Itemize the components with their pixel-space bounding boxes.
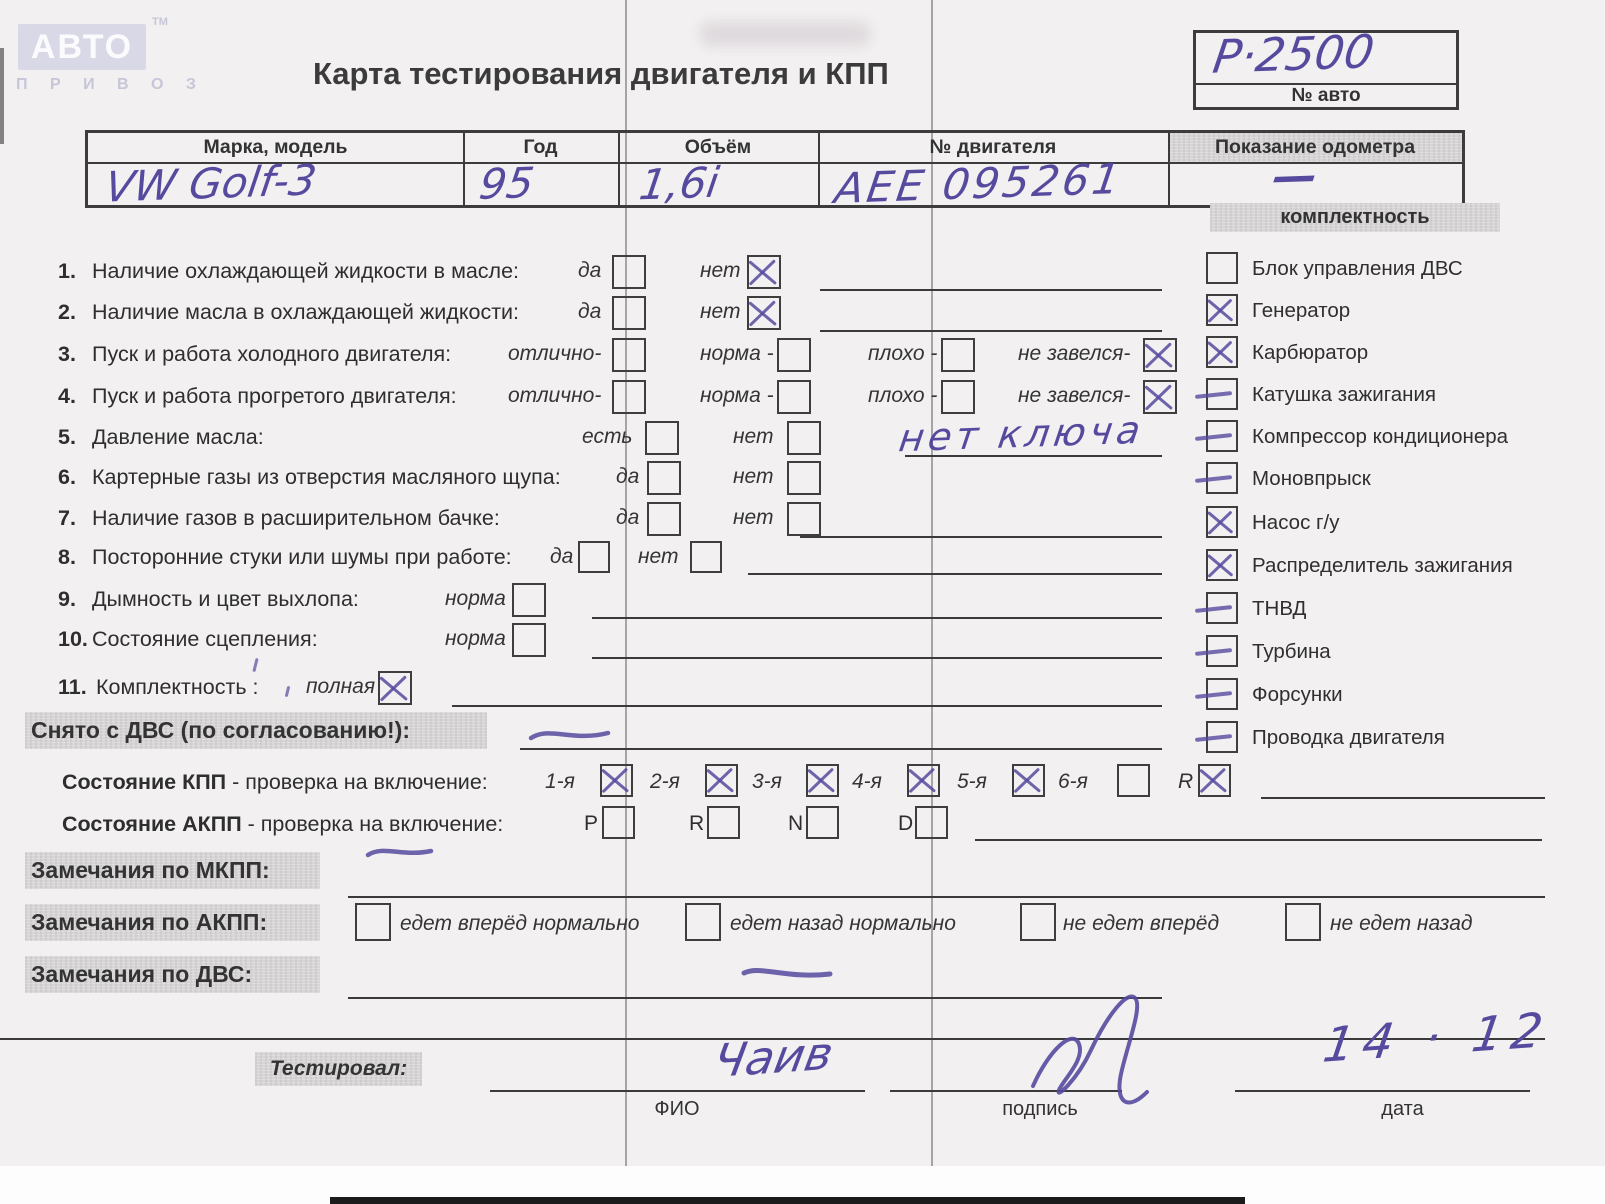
fio-label: ФИО xyxy=(654,1098,700,1120)
question-text: Пуск и работа прогретого двигателя: xyxy=(92,384,457,408)
auto-number-box xyxy=(1193,24,1459,110)
gear-label: 2-я xyxy=(650,770,680,793)
akpp-position-checkbox xyxy=(707,806,740,839)
completeness-label: Компрессор кондиционера xyxy=(1252,425,1509,448)
option-checkbox xyxy=(645,421,679,455)
gear-checkbox xyxy=(705,764,738,797)
question-text: Состояние сцепления: xyxy=(92,627,318,651)
date-handwriting: 14 · 12 xyxy=(1319,1002,1555,1074)
option-label: да xyxy=(578,259,602,282)
option-label: отлично- xyxy=(508,342,602,365)
option-checkbox xyxy=(512,583,546,617)
ink-squiggle xyxy=(528,724,612,744)
auto-number-value-cell xyxy=(1196,24,1456,85)
akpp-position-checkbox xyxy=(602,806,635,839)
ink-squiggle xyxy=(740,963,835,983)
completeness-label: Блок управления ДВС xyxy=(1252,257,1463,280)
answer-line xyxy=(820,330,1162,332)
completeness-checkbox xyxy=(1206,420,1238,452)
kpp-status-label-bold: Состояние КПП xyxy=(62,770,227,794)
question-text: Комплектность : xyxy=(96,675,259,699)
col-header-odometer: Показание одометра xyxy=(1214,136,1416,158)
option-label: норма - xyxy=(700,384,774,407)
kpp-status-label xyxy=(62,770,488,795)
option-label: да xyxy=(578,300,602,323)
ghost-smudge xyxy=(700,22,870,46)
logo-subtitle: П Р И В О З xyxy=(16,76,205,93)
completeness-checkbox xyxy=(1206,635,1238,667)
akpp-option-checkbox xyxy=(685,903,721,941)
page-title: Карта тестирования двигателя и КПП xyxy=(313,56,889,91)
option-label: да xyxy=(550,545,574,568)
signature-label: подпись xyxy=(1002,1098,1078,1120)
gear-checkbox xyxy=(1117,764,1150,797)
akpp-option-checkbox xyxy=(1020,903,1056,941)
question-text: Наличие охлаждающей жидкости в масле: xyxy=(92,259,520,283)
option-label: не завелся- xyxy=(1018,342,1131,365)
akpp-option-label: едет назад нормально xyxy=(730,912,956,935)
scan-bottom-bar xyxy=(330,1197,1245,1204)
question-text: Пуск и работа холодного двигателя: xyxy=(92,342,452,366)
option-label: отлично- xyxy=(508,384,602,407)
question-number: 2. xyxy=(58,300,76,324)
completeness-label: Катушка зажигания xyxy=(1252,383,1436,406)
removed-section-label: Снято с ДВС (по согласованию!): xyxy=(25,712,487,749)
option-checkbox xyxy=(747,296,781,330)
answer-line xyxy=(820,289,1162,291)
kpp-status-label-rest: - проверка на включение: xyxy=(226,770,488,794)
akpp-status-label xyxy=(62,812,503,837)
question-number: 9. xyxy=(58,587,76,611)
auto-number-handwriting: P·2500 xyxy=(1209,24,1378,84)
akpp-position-checkbox xyxy=(915,806,948,839)
option-label: плохо - xyxy=(868,384,938,407)
value-odometer-handwriting: — xyxy=(1269,150,1321,203)
completeness-label: ТНВД xyxy=(1252,597,1307,620)
option-label: да xyxy=(616,506,640,529)
completeness-checkbox xyxy=(1206,678,1238,710)
question-number: 6. xyxy=(58,465,76,489)
gear-checkbox xyxy=(600,764,633,797)
option-label: плохо - xyxy=(868,342,938,365)
option-checkbox xyxy=(777,380,811,414)
completeness-label: Моновпрыск xyxy=(1252,467,1371,490)
akpp-status-label-rest: - проверка на включение: xyxy=(241,812,504,836)
completeness-label: Распределитель зажигания xyxy=(1252,554,1513,577)
option-label: нет xyxy=(638,545,679,568)
col-header-make-model: Марка, модель xyxy=(203,136,348,158)
question-number: 8. xyxy=(58,545,76,569)
option-checkbox xyxy=(512,623,546,657)
option-checkbox xyxy=(941,338,975,372)
fio-handwriting: Чаив xyxy=(709,1025,838,1089)
option-label: нет xyxy=(700,259,741,282)
gear-label: 4-я xyxy=(852,770,882,793)
option-checkbox xyxy=(612,255,646,289)
question-number: 11. xyxy=(58,675,87,699)
completeness-label: Турбина xyxy=(1252,640,1331,663)
value-engine-number-handwriting: AEE 095261 xyxy=(831,154,1126,213)
akpp-status-label-bold: Состояние АКПП xyxy=(62,812,242,836)
signature-handwriting xyxy=(1015,988,1195,1118)
col-header-volume: Объём xyxy=(684,136,752,158)
scan-edge-artifact xyxy=(0,48,4,144)
akpp-position-checkbox xyxy=(806,806,839,839)
completeness-label: Форсунки xyxy=(1252,683,1343,706)
value-year-handwriting: 95 xyxy=(476,158,538,209)
option-checkbox xyxy=(941,380,975,414)
completeness-label: Генератор xyxy=(1252,299,1351,322)
question-text: Картерные газы из отверстия масляного щупа: xyxy=(92,465,561,489)
gear-label: 3-я xyxy=(752,770,782,793)
question-text: Посторонние стуки или шумы при работе: xyxy=(92,545,512,569)
akpp-option-label: не едет вперёд xyxy=(1063,912,1220,935)
option-checkbox xyxy=(647,461,681,495)
answer-line xyxy=(452,705,1162,707)
option-label: есть xyxy=(582,425,633,448)
tested-label: Тестировал: xyxy=(255,1052,422,1086)
option-checkbox xyxy=(690,541,722,573)
vehicle-table xyxy=(85,130,1465,213)
completeness-label: Проводка двигателя xyxy=(1252,726,1445,749)
remarks-dvs-label: Замечания по ДВС: xyxy=(25,956,320,993)
option-checkbox xyxy=(1143,338,1177,372)
option-checkbox xyxy=(1143,380,1177,414)
question-number: 5. xyxy=(58,425,76,449)
gear-checkbox xyxy=(907,764,940,797)
option-checkbox xyxy=(787,461,821,495)
option-checkbox xyxy=(378,671,412,705)
answer-line xyxy=(905,455,1162,457)
logo-title: АВТО xyxy=(30,27,134,66)
question-number: 1. xyxy=(58,259,76,283)
question-number: 10. xyxy=(58,627,88,651)
ink-squiggle xyxy=(365,843,435,861)
question-text: Наличие газов в расширительном бачке: xyxy=(92,506,500,530)
remarks-akpp-label: Замечания по АКПП: xyxy=(25,904,320,941)
logo xyxy=(18,24,146,70)
akpp-option-label: едет вперёд нормально xyxy=(400,912,640,935)
auto-number-label: № авто xyxy=(1291,85,1361,106)
col-header-engine-number: № двигателя xyxy=(929,136,1057,158)
option-label: полная xyxy=(306,675,376,698)
mkpp-line xyxy=(348,896,1545,898)
answer-line xyxy=(592,617,1162,619)
akpp-position-label: N xyxy=(788,812,804,835)
option-label: нет xyxy=(733,506,774,529)
completeness-checkbox xyxy=(1206,252,1238,284)
ink-speck xyxy=(252,658,258,672)
completeness-label: Карбюратор xyxy=(1252,341,1369,364)
value-volume-handwriting: 1,6i xyxy=(636,157,723,210)
completeness-checkbox xyxy=(1206,294,1238,326)
completeness-label: Насос г/у xyxy=(1252,511,1340,534)
gear-label: 5-я xyxy=(957,770,987,793)
question-text: Наличие масла в охлаждающей жидкости: xyxy=(92,300,520,324)
option-label: норма xyxy=(445,587,506,610)
akpp-position-label: D xyxy=(898,812,914,835)
remarks-mkpp-label: Замечания по МКПП: xyxy=(25,852,320,889)
gear-checkbox xyxy=(1012,764,1045,797)
gear-label: R xyxy=(1178,770,1194,793)
option-checkbox xyxy=(787,421,821,455)
option-label: норма - xyxy=(700,342,774,365)
option-label: нет xyxy=(700,300,741,323)
akpp-option-label: не едет назад xyxy=(1330,912,1473,935)
question-text: Давление масла: xyxy=(92,425,264,449)
col-header-year: Год xyxy=(523,136,558,158)
logo-tm: TM xyxy=(152,16,168,28)
answer-line xyxy=(592,657,1162,659)
option-checkbox xyxy=(777,338,811,372)
completeness-checkbox xyxy=(1206,592,1238,624)
gear-label: 1-я xyxy=(545,770,575,793)
option-checkbox xyxy=(578,541,610,573)
akpp-position-label: R xyxy=(689,812,705,835)
answer-line xyxy=(748,573,1162,575)
question-text: Дымность и цвет выхлопа: xyxy=(92,587,359,611)
option-label: норма xyxy=(445,627,506,650)
completeness-checkbox xyxy=(1206,462,1238,494)
question-number: 7. xyxy=(58,506,76,530)
option-label: не завелся- xyxy=(1018,384,1131,407)
completeness-checkbox xyxy=(1206,506,1238,538)
fio-line xyxy=(490,1090,865,1092)
option-label: нет xyxy=(733,425,774,448)
gear-checkbox xyxy=(1198,764,1231,797)
date-label: дата xyxy=(1381,1098,1424,1120)
option-checkbox xyxy=(747,255,781,289)
completeness-checkbox xyxy=(1206,721,1238,753)
gear-label: 6-я xyxy=(1058,770,1088,793)
gear-checkbox xyxy=(806,764,839,797)
option-checkbox xyxy=(787,502,821,536)
ink-speck xyxy=(285,686,291,697)
completeness-checkbox xyxy=(1206,549,1238,581)
handwritten-note: нет ключа xyxy=(896,407,1148,461)
removed-line xyxy=(520,748,1162,750)
completeness-checkbox xyxy=(1206,378,1238,410)
option-label: нет xyxy=(733,465,774,488)
date-line xyxy=(1235,1090,1530,1092)
question-number: 4. xyxy=(58,384,76,408)
option-checkbox xyxy=(647,502,681,536)
option-checkbox xyxy=(612,296,646,330)
akpp-option-checkbox xyxy=(1285,903,1321,941)
option-label: да xyxy=(616,465,640,488)
kpp-line xyxy=(1261,797,1545,799)
completeness-header: комплектность xyxy=(1210,203,1500,232)
akpp-option-checkbox xyxy=(355,903,391,941)
akpp-line xyxy=(975,839,1542,841)
option-checkbox xyxy=(612,380,646,414)
answer-line xyxy=(800,536,1162,538)
question-number: 3. xyxy=(58,342,76,366)
completeness-checkbox xyxy=(1206,336,1238,368)
value-make-model-handwriting: VW Golf-3 xyxy=(101,155,320,212)
akpp-position-label: P xyxy=(584,812,599,835)
option-checkbox xyxy=(612,338,646,372)
